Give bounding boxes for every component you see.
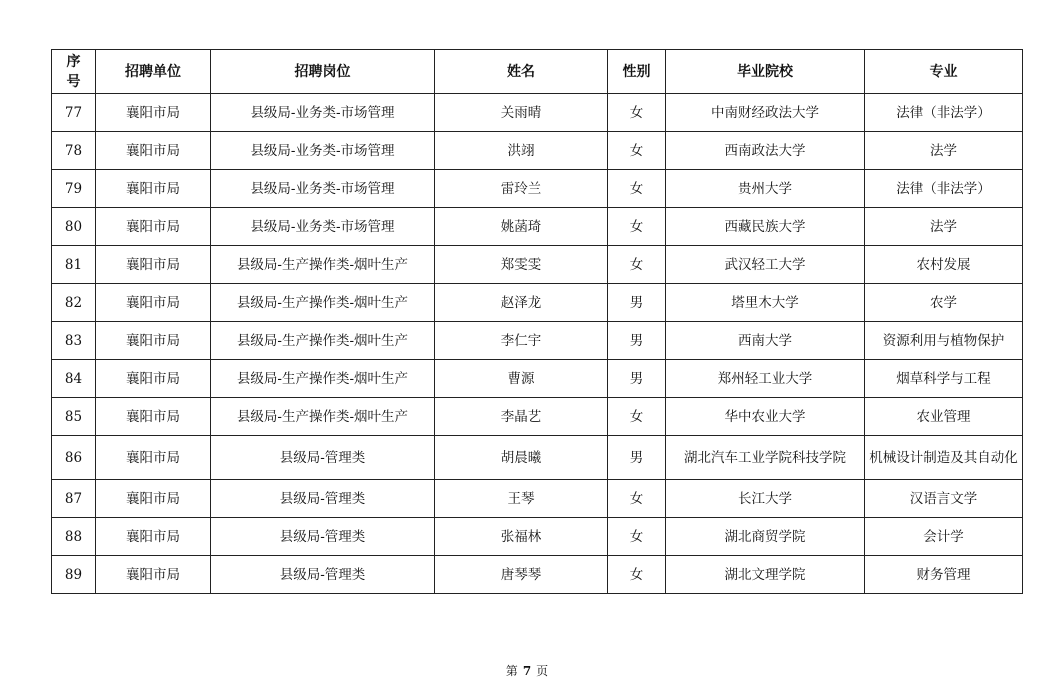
table-row bbox=[52, 284, 1023, 322]
footer-suffix: 页 bbox=[536, 664, 549, 678]
cell-seq: 77 bbox=[52, 94, 96, 132]
cell-gender: 女 bbox=[608, 132, 666, 170]
cell-unit: 襄阳市局 bbox=[96, 208, 211, 246]
cell-gender: 女 bbox=[608, 246, 666, 284]
cell-name: 姚菡琦 bbox=[435, 208, 608, 246]
cell-major: 财务管理 bbox=[865, 556, 1023, 594]
cell-name: 洪翊 bbox=[435, 132, 608, 170]
cell-name: 郑雯雯 bbox=[435, 246, 608, 284]
cell-unit: 襄阳市局 bbox=[96, 284, 211, 322]
cell-seq: 86 bbox=[52, 436, 96, 480]
cell-school: 湖北汽车工业学院科技学院 bbox=[666, 436, 865, 480]
cell-gender: 女 bbox=[608, 170, 666, 208]
cell-unit: 襄阳市局 bbox=[96, 94, 211, 132]
table-header-row bbox=[52, 50, 1023, 94]
cell-school: 西南政法大学 bbox=[666, 132, 865, 170]
cell-post: 县级局-生产操作类-烟叶生产 bbox=[211, 246, 435, 284]
cell-name: 曹源 bbox=[435, 360, 608, 398]
cell-gender: 女 bbox=[608, 556, 666, 594]
cell-gender: 男 bbox=[608, 322, 666, 360]
table-row bbox=[52, 360, 1023, 398]
cell-name: 关雨晴 bbox=[435, 94, 608, 132]
cell-post: 县级局-管理类 bbox=[211, 556, 435, 594]
cell-name: 王琴 bbox=[435, 480, 608, 518]
cell-school: 郑州轻工业大学 bbox=[666, 360, 865, 398]
table-row bbox=[52, 518, 1023, 556]
cell-seq: 82 bbox=[52, 284, 96, 322]
table-row bbox=[52, 170, 1023, 208]
cell-gender: 女 bbox=[608, 480, 666, 518]
cell-name: 李仁宇 bbox=[435, 322, 608, 360]
table-row bbox=[52, 556, 1023, 594]
cell-name: 李晶艺 bbox=[435, 398, 608, 436]
cell-seq: 79 bbox=[52, 170, 96, 208]
page-footer bbox=[0, 662, 1054, 679]
cell-major: 汉语言文学 bbox=[865, 480, 1023, 518]
cell-gender: 女 bbox=[608, 208, 666, 246]
table-row bbox=[52, 480, 1023, 518]
table-body bbox=[52, 94, 1023, 594]
cell-gender: 女 bbox=[608, 518, 666, 556]
cell-unit: 襄阳市局 bbox=[96, 556, 211, 594]
cell-seq: 80 bbox=[52, 208, 96, 246]
cell-school: 西藏民族大学 bbox=[666, 208, 865, 246]
header-major: 专业 bbox=[865, 50, 1023, 94]
cell-post: 县级局-生产操作类-烟叶生产 bbox=[211, 360, 435, 398]
header-name: 姓名 bbox=[435, 50, 608, 94]
cell-gender: 男 bbox=[608, 284, 666, 322]
cell-unit: 襄阳市局 bbox=[96, 246, 211, 284]
table-row bbox=[52, 398, 1023, 436]
cell-school: 西南大学 bbox=[666, 322, 865, 360]
cell-name: 胡晨曦 bbox=[435, 436, 608, 480]
table-row bbox=[52, 94, 1023, 132]
recruit-table bbox=[51, 49, 1023, 594]
table-row bbox=[52, 436, 1023, 480]
cell-name: 雷玲兰 bbox=[435, 170, 608, 208]
cell-unit: 襄阳市局 bbox=[96, 322, 211, 360]
cell-post: 县级局-业务类-市场管理 bbox=[211, 208, 435, 246]
cell-major: 会计学 bbox=[865, 518, 1023, 556]
cell-seq: 89 bbox=[52, 556, 96, 594]
table-row bbox=[52, 132, 1023, 170]
cell-post: 县级局-业务类-市场管理 bbox=[211, 170, 435, 208]
cell-school: 武汉轻工大学 bbox=[666, 246, 865, 284]
cell-gender: 女 bbox=[608, 94, 666, 132]
cell-school: 贵州大学 bbox=[666, 170, 865, 208]
header-unit: 招聘单位 bbox=[96, 50, 211, 94]
cell-name: 张福林 bbox=[435, 518, 608, 556]
cell-unit: 襄阳市局 bbox=[96, 518, 211, 556]
cell-gender: 男 bbox=[608, 436, 666, 480]
cell-unit: 襄阳市局 bbox=[96, 170, 211, 208]
header-seq: 序号 bbox=[52, 50, 96, 94]
header-school: 毕业院校 bbox=[666, 50, 865, 94]
cell-gender: 男 bbox=[608, 360, 666, 398]
cell-major: 机械设计制造及其自动化 bbox=[865, 436, 1023, 480]
footer-prefix: 第 bbox=[505, 664, 518, 678]
header-gender: 性别 bbox=[608, 50, 666, 94]
cell-seq: 84 bbox=[52, 360, 96, 398]
table-row bbox=[52, 246, 1023, 284]
cell-school: 中南财经政法大学 bbox=[666, 94, 865, 132]
cell-post: 县级局-生产操作类-烟叶生产 bbox=[211, 322, 435, 360]
cell-seq: 78 bbox=[52, 132, 96, 170]
cell-seq: 87 bbox=[52, 480, 96, 518]
cell-unit: 襄阳市局 bbox=[96, 436, 211, 480]
cell-post: 县级局-生产操作类-烟叶生产 bbox=[211, 284, 435, 322]
cell-name: 唐琴琴 bbox=[435, 556, 608, 594]
cell-unit: 襄阳市局 bbox=[96, 398, 211, 436]
table-row bbox=[52, 208, 1023, 246]
header-post: 招聘岗位 bbox=[211, 50, 435, 94]
cell-seq: 81 bbox=[52, 246, 96, 284]
cell-post: 县级局-业务类-市场管理 bbox=[211, 94, 435, 132]
cell-post: 县级局-业务类-市场管理 bbox=[211, 132, 435, 170]
cell-major: 法学 bbox=[865, 208, 1023, 246]
cell-unit: 襄阳市局 bbox=[96, 360, 211, 398]
cell-school: 湖北商贸学院 bbox=[666, 518, 865, 556]
cell-post: 县级局-管理类 bbox=[211, 518, 435, 556]
cell-seq: 88 bbox=[52, 518, 96, 556]
cell-major: 农业管理 bbox=[865, 398, 1023, 436]
cell-major: 农学 bbox=[865, 284, 1023, 322]
cell-school: 塔里木大学 bbox=[666, 284, 865, 322]
cell-post: 县级局-管理类 bbox=[211, 436, 435, 480]
cell-unit: 襄阳市局 bbox=[96, 132, 211, 170]
cell-seq: 85 bbox=[52, 398, 96, 436]
cell-major: 农村发展 bbox=[865, 246, 1023, 284]
document-sheet bbox=[51, 49, 1022, 594]
cell-major: 法学 bbox=[865, 132, 1023, 170]
cell-major: 法律（非法学） bbox=[865, 94, 1023, 132]
cell-major: 烟草科学与工程 bbox=[865, 360, 1023, 398]
cell-major: 法律（非法学） bbox=[865, 170, 1023, 208]
cell-school: 长江大学 bbox=[666, 480, 865, 518]
cell-unit: 襄阳市局 bbox=[96, 480, 211, 518]
cell-post: 县级局-管理类 bbox=[211, 480, 435, 518]
cell-seq: 83 bbox=[52, 322, 96, 360]
cell-gender: 女 bbox=[608, 398, 666, 436]
table-row bbox=[52, 322, 1023, 360]
cell-post: 县级局-生产操作类-烟叶生产 bbox=[211, 398, 435, 436]
cell-major: 资源利用与植物保护 bbox=[865, 322, 1023, 360]
cell-name: 赵泽龙 bbox=[435, 284, 608, 322]
cell-school: 华中农业大学 bbox=[666, 398, 865, 436]
page-number: 7 bbox=[522, 664, 532, 678]
cell-school: 湖北文理学院 bbox=[666, 556, 865, 594]
